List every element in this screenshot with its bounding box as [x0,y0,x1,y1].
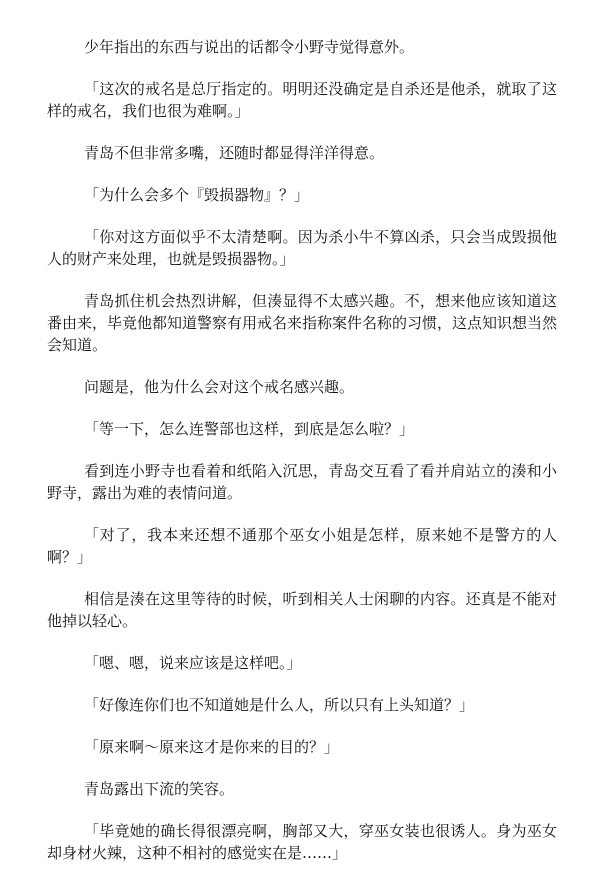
paragraph: 「为什么会多个『毁损器物』？」 [84,186,310,204]
paragraph: 「好像连你们也不知道她是什么人，所以只有上头知道？」 [84,696,475,714]
paragraph: 问题是，他为什么会对这个戒名感兴趣。 [84,378,355,396]
paragraph: 「对了，我本来还想不通那个巫女小姐是怎样，原来她不是警方的人啊？」 [47,526,557,566]
paragraph: 「原来啊～原来这才是你来的目的？」 [84,738,340,756]
paragraph: 相信是湊在这里等待的时候，听到相关人士闲聊的内容。还真是不能对他掉以轻心。 [47,590,557,630]
paragraph: 「这次的戒名是总厅指定的。明明还没确定是自杀还是他杀，就取了这样的戒名，我们也很为难啊。」 [47,80,557,120]
paragraph: 青岛抓住机会热烈讲解，但湊显得不太感兴趣。不，想来他应该知道这番由来，毕竟他都知道警察有用戒名来指称案件名称的习惯，这点知识想当然会知道。 [47,292,558,354]
paragraph: 「毕竟她的确长得很漂亮啊，胸部又大，穿巫女装也很诱人。身为巫女却身材火辣，这种不相衬的感觉实在是……」 [47,822,557,862]
paragraph: 「等一下，怎么连警部也这样，到底是怎么啦？」 [84,420,415,438]
paragraph: 青岛不但非常多嘴，还随时都显得洋洋得意。 [84,144,385,162]
paragraph: 「你对这方面似乎不太清楚啊。因为杀小牛不算凶杀，只会当成毁损他人的财产来处理，也就是毁损器物。」 [47,228,557,268]
paragraph: 看到连小野寺也看着和纸陷入沉思，青岛交互看了看并肩站立的湊和小野寺，露出为难的表情问道。 [47,462,557,502]
paragraph: 「嗯、嗯，说来应该是这样吧。」 [84,654,302,672]
paragraph: 青岛露出下流的笑容。 [84,780,235,798]
paragraph: 少年指出的东西与说出的话都令小野寺觉得意外。 [84,38,415,56]
